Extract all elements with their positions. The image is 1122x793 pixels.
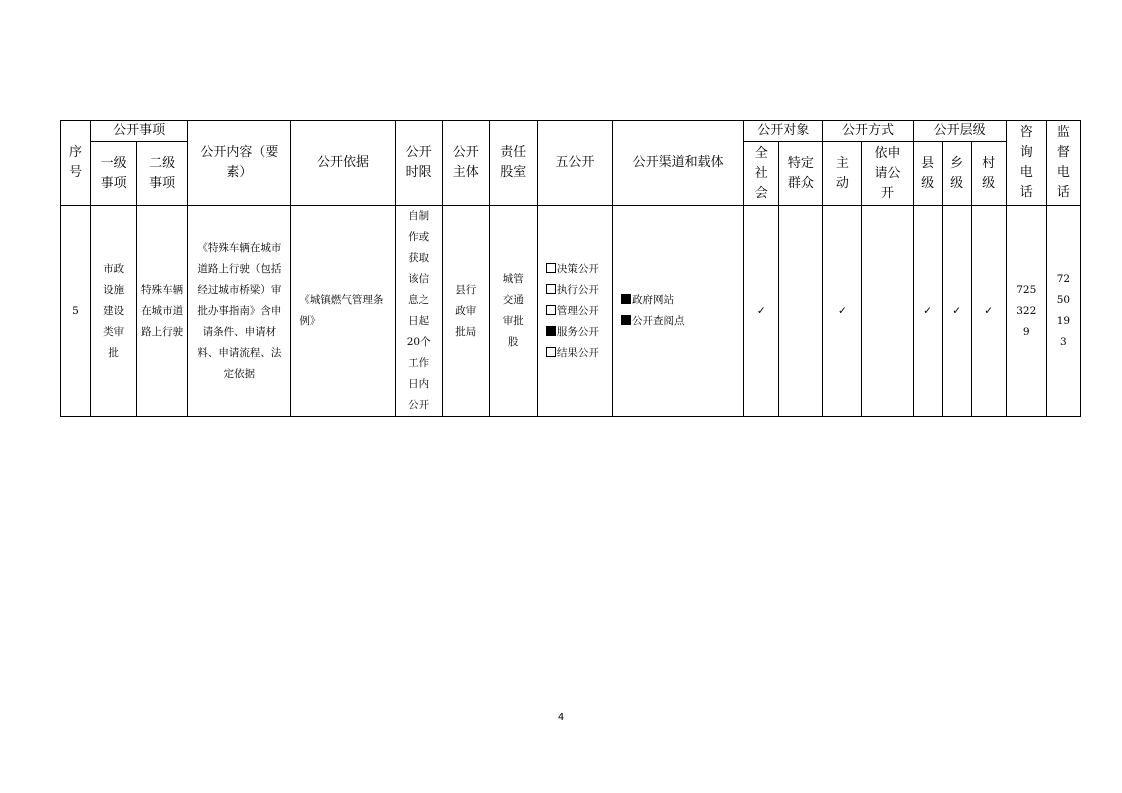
header-level1: 一级事项 [91, 142, 137, 206]
header-time-limit: 公开时限 [395, 121, 442, 206]
table-row [61, 206, 1081, 417]
header-level-county: 县级 [913, 142, 942, 206]
five-item: 结果公开 [546, 343, 612, 364]
cell-method-active: ✓ [823, 206, 862, 417]
header-level-village: 村级 [971, 142, 1006, 206]
header-content: 公开内容（要素） [188, 121, 291, 206]
checkbox-checked-icon [546, 326, 556, 336]
header-level-town: 乡级 [942, 142, 971, 206]
header-item-group: 公开事项 [91, 121, 188, 142]
checkbox-checked-icon [621, 294, 631, 304]
checkbox-icon [546, 263, 556, 273]
header-target-specific: 特定群众 [779, 142, 823, 206]
header-channel: 公开渠道和载体 [612, 121, 743, 206]
checkbox-icon [546, 347, 556, 357]
checkbox-icon [546, 284, 556, 294]
cell-content: 《特殊车辆在城市道路上行驶（包括经过城市桥梁）审批办事指南》含申请条件、申请材料、申请流程、法定依据 [188, 206, 291, 417]
checkbox-icon [546, 305, 556, 315]
header-target-all: 全社会 [744, 142, 779, 206]
channel-item: 公开查阅点 [621, 311, 743, 332]
cell-supervise-phone: 7250193 [1046, 206, 1080, 417]
cell-consult-phone: 7253229 [1006, 206, 1046, 417]
cell-level2: 特殊车辆在城市道路上行驶 [137, 206, 188, 417]
cell-five [537, 206, 612, 417]
cell-level-town: ✓ [942, 206, 971, 417]
five-item: 管理公开 [546, 301, 612, 322]
five-item: 执行公开 [546, 280, 612, 301]
header-supervise-phone: 监督电话 [1046, 121, 1080, 206]
header-method-active: 主动 [823, 142, 862, 206]
header-method-group: 公开方式 [823, 121, 913, 142]
cell-basis: 《城镇燃气管理条例》 [291, 206, 395, 417]
five-item: 服务公开 [546, 322, 612, 343]
cell-channel [612, 206, 743, 417]
channel-item: 政府网站 [621, 290, 743, 311]
header-target-group: 公开对象 [744, 121, 823, 142]
cell-target-specific [779, 206, 823, 417]
header-method-apply: 依申请公开 [862, 142, 913, 206]
header-level2: 二级事项 [137, 142, 188, 206]
cell-subject: 县行政审批局 [442, 206, 489, 417]
cell-seq: 5 [61, 206, 91, 417]
cell-time-limit: 自制作或获取该信息之日起20个工作日内公开 [395, 206, 442, 417]
header-level-group: 公开层级 [913, 121, 1006, 142]
cell-level-county: ✓ [913, 206, 942, 417]
cell-method-apply [862, 206, 913, 417]
cell-dept: 城管交通审批股 [489, 206, 537, 417]
cell-level-village: ✓ [971, 206, 1006, 417]
header-consult-phone: 咨询电话 [1006, 121, 1046, 206]
header-basis: 公开依据 [291, 121, 395, 206]
cell-level1: 市政设施建设类审批 [91, 206, 137, 417]
disclosure-table [60, 120, 1081, 417]
header-dept: 责任股室 [489, 121, 537, 206]
header-five: 五公开 [537, 121, 612, 206]
five-item: 决策公开 [546, 259, 612, 280]
header-subject: 公开主体 [442, 121, 489, 206]
cell-target-all: ✓ [744, 206, 779, 417]
header-seq: 序号 [61, 121, 91, 206]
page-number: 4 [557, 712, 565, 723]
checkbox-checked-icon [621, 315, 631, 325]
